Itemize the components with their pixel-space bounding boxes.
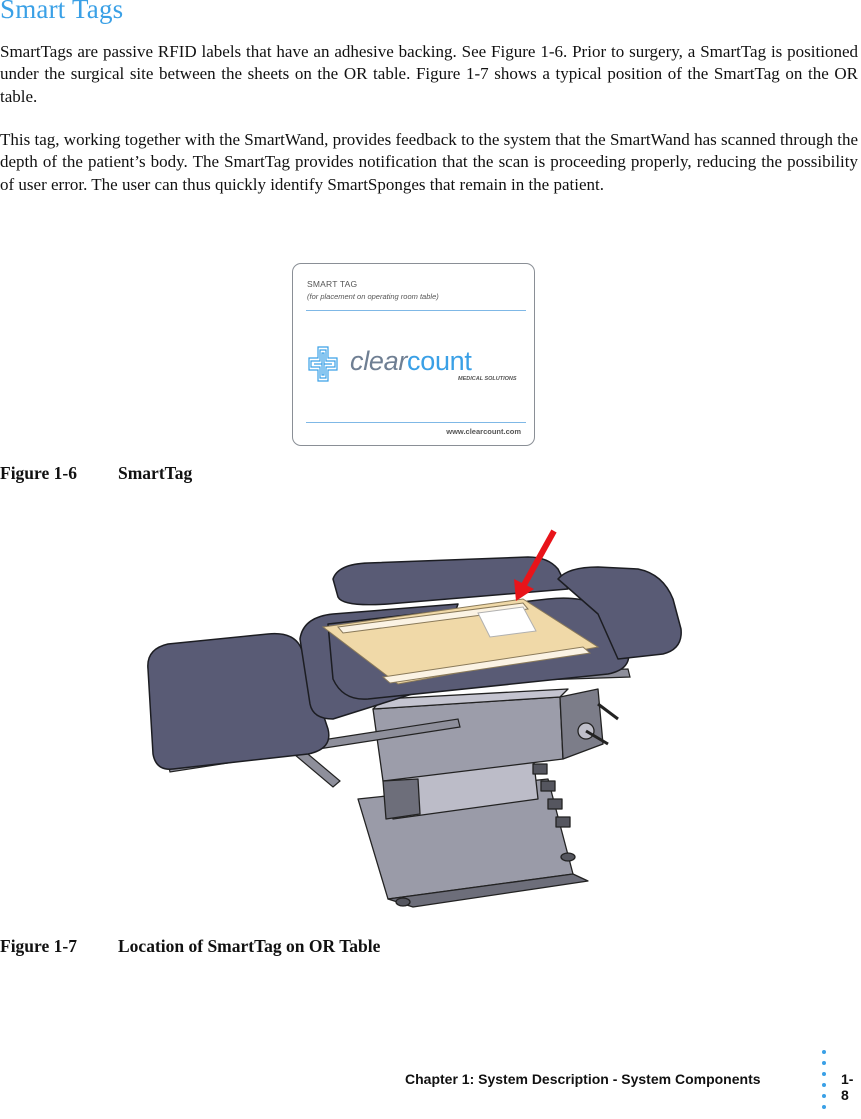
smarttag-title: SMART TAG (307, 279, 358, 289)
divider (306, 422, 526, 423)
body-paragraph: SmartTags are passive RFID labels that have an adhesive backing. See Figure 1-6. Prior to surgery, a SmartTag is positioned under the surgical site between the sheets on the OR table. Figure 1-7 shows a typical position of the SmartTag on the OR table. (0, 42, 858, 106)
page-title: Smart Tags (0, 0, 124, 24)
smarttag-url: www.clearcount.com (446, 427, 521, 436)
figure-caption: Figure 1-6 SmartTag (0, 463, 193, 483)
smarttag-subtitle: (for placement on operating room table) (307, 292, 439, 301)
figure-caption: Figure 1-7 Location of SmartTag on OR Table (0, 936, 381, 956)
body-paragraph: This tag, working together with the SmartWand, provides feedback to the system that the SmartWand has scanned through the depth of the patient’s body. The SmartTag provides notification that the scan is proceeding properly, reducing the possibility of user error. The user can thus quickly identify SmartSponges that remain in the patient. (0, 130, 858, 194)
clearcount-wordmark: clearcount (350, 346, 472, 376)
smarttag-image (292, 263, 535, 446)
clearcount-logo-icon (307, 344, 339, 384)
divider (306, 310, 526, 311)
footer-chapter-title: Chapter 1: System Description - System Components (405, 1071, 761, 1087)
or-table-illustration (128, 519, 703, 910)
footer-dots-decoration (822, 1050, 828, 1116)
page-number: 1-8 (841, 1071, 854, 1103)
brand-tagline: MEDICAL SOLUTIONS (458, 376, 517, 382)
